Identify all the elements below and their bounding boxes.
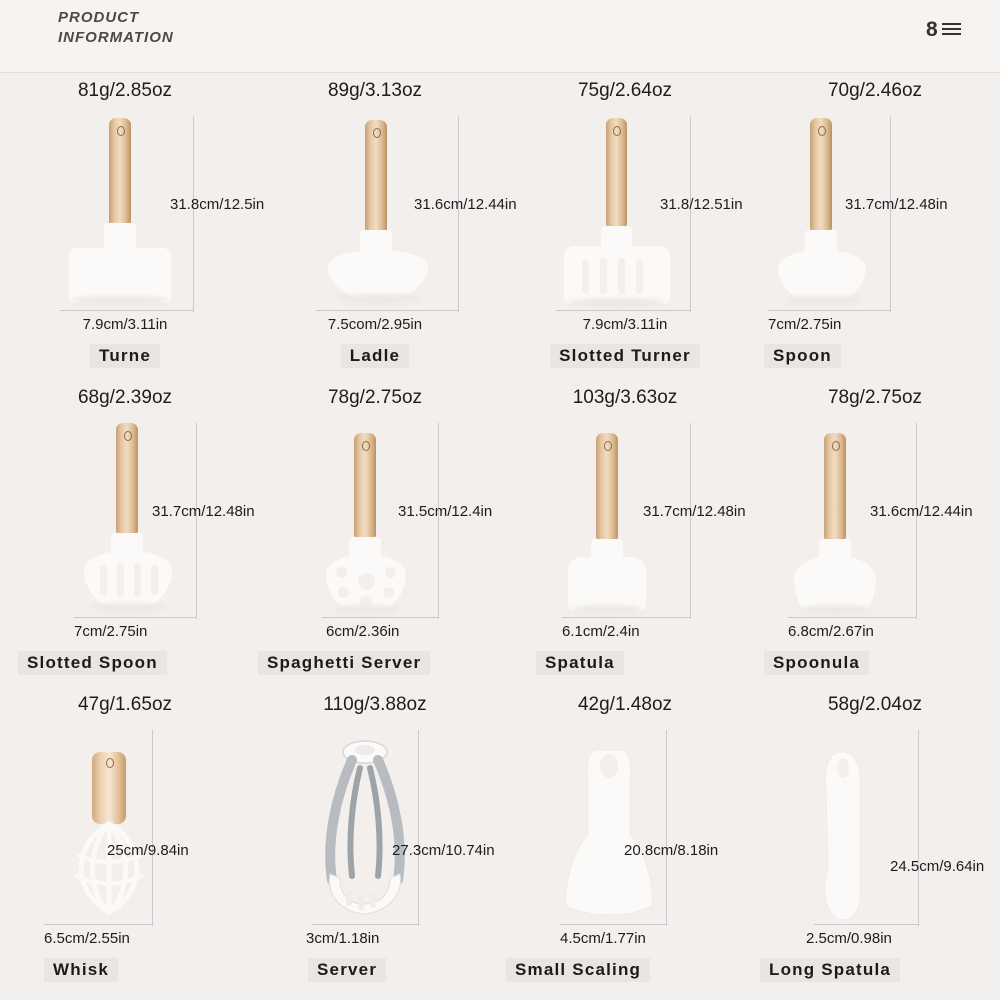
product-name: Spaghetti Server	[250, 651, 508, 675]
product-name: Slotted Turner	[500, 344, 750, 368]
product-name: Slotted Spoon	[0, 651, 268, 675]
product-weight: 70g/2.46oz	[827, 80, 923, 101]
product-width: 7.9cm/3.11in	[82, 316, 168, 333]
product-width: 6.1cm/2.4in	[562, 623, 640, 640]
product-width: 7.9cm/3.11in	[582, 316, 668, 333]
product-name: Turne	[0, 344, 250, 368]
product-height: 25cm/9.84in	[107, 842, 189, 859]
product-illustration	[500, 722, 750, 922]
product-weight: 78g/2.75oz	[327, 387, 423, 408]
product-cell-turner	[0, 78, 265, 385]
product-grid	[0, 78, 1000, 999]
product-height: 31.7cm/12.48in	[643, 503, 746, 520]
product-height: 31.5cm/12.4in	[398, 503, 493, 520]
product-cell-spoon	[750, 78, 1000, 385]
product-height: 31.7cm/12.48in	[152, 503, 255, 520]
product-weight: 47g/1.65oz	[77, 694, 173, 715]
product-height: 31.6cm/12.44in	[414, 196, 517, 213]
product-cell-spaghetti-server	[250, 385, 500, 692]
product-name: Spoonula	[750, 651, 1000, 675]
product-weight: 42g/1.48oz	[577, 694, 673, 715]
product-weight: 103g/3.63oz	[572, 387, 678, 408]
product-width: 4.5cm/1.77in	[560, 930, 646, 947]
product-width: 6.5cm/2.55in	[44, 930, 130, 947]
product-cell-long-spatula	[750, 692, 1000, 999]
product-name: Whisk	[0, 958, 294, 982]
product-width: 7cm/2.75in	[768, 316, 842, 333]
product-height: 31.7cm/12.48in	[845, 196, 948, 213]
product-name: Long Spatula	[750, 958, 1000, 982]
product-name: Spoon	[750, 344, 1000, 368]
product-cell-whisk	[0, 692, 250, 999]
product-width: 3cm/1.18in	[306, 930, 380, 947]
product-illustration	[750, 722, 1000, 922]
menu-icon[interactable]	[926, 12, 972, 46]
product-width: 6cm/2.36in	[326, 623, 400, 640]
product-cell-ladle	[250, 78, 517, 385]
page-header	[0, 0, 1000, 73]
product-weight: 110g/3.88oz	[323, 694, 427, 715]
page-title-line-1: PRODUCT	[58, 9, 140, 26]
whisk-wires	[52, 820, 182, 930]
product-weight: 89g/3.13oz	[327, 80, 423, 101]
product-cell-spoonula	[750, 385, 1000, 692]
menu-icon-number: 8	[926, 17, 938, 41]
product-cell-slotted-spoon	[0, 385, 255, 692]
product-width: 2.5cm/0.98in	[806, 930, 892, 947]
product-weight: 81g/2.85oz	[77, 80, 173, 101]
product-height: 31.8/12.51in	[660, 196, 743, 213]
product-height: 31.6cm/12.44in	[870, 503, 973, 520]
product-name: Spatula	[500, 651, 786, 675]
product-weight: 78g/2.75oz	[827, 387, 923, 408]
product-height: 31.8cm/12.5in	[170, 196, 265, 213]
product-width: 7cm/2.75in	[74, 623, 148, 640]
page-title	[58, 8, 318, 48]
product-illustration	[250, 722, 500, 922]
product-cell-slotted-turner	[500, 78, 750, 385]
product-weight: 75g/2.64oz	[577, 80, 673, 101]
product-name: Server	[250, 958, 558, 982]
product-name: Ladle	[250, 344, 500, 368]
product-width: 7.5com/2.95in	[327, 316, 423, 333]
product-name: Small Scaling	[500, 958, 756, 982]
product-height: 20.8cm/8.18in	[624, 842, 719, 859]
long-spatula-shape	[790, 748, 910, 948]
product-illustration	[0, 722, 250, 922]
product-width: 6.8cm/2.67in	[788, 623, 874, 640]
product-cell-server	[250, 692, 500, 999]
hamburger-icon	[942, 23, 961, 35]
product-weight: 58g/2.04oz	[827, 694, 923, 715]
page-title-line-2: INFORMATION	[58, 29, 174, 46]
product-cell-small-scaling	[500, 692, 750, 999]
product-weight: 68g/2.39oz	[77, 387, 173, 408]
product-height: 24.5cm/9.64in	[890, 858, 985, 875]
product-height: 27.3cm/10.74in	[392, 842, 495, 859]
product-cell-spatula	[500, 385, 750, 692]
